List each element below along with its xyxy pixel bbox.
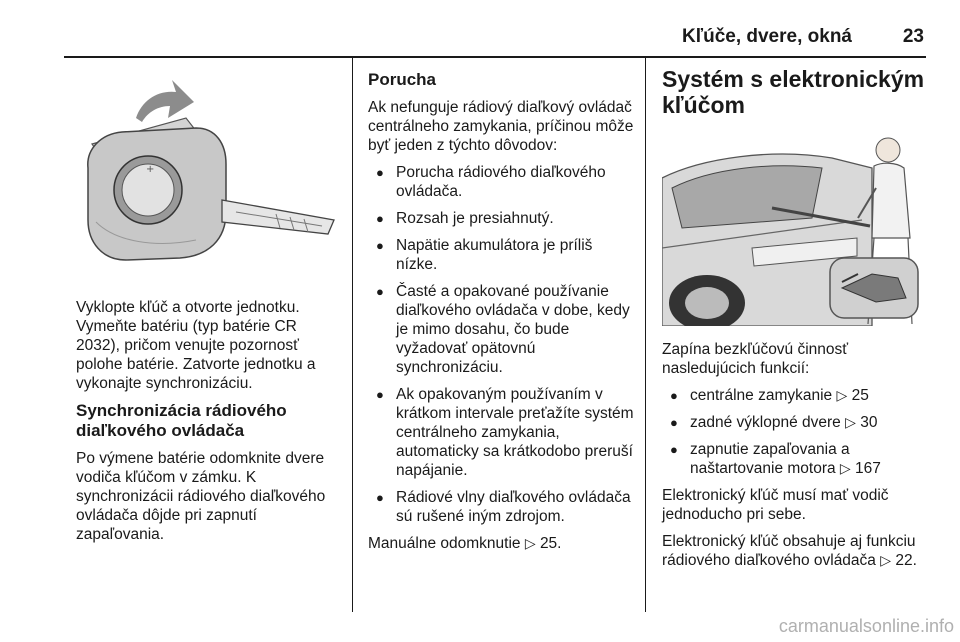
list-item: ● Rozsah je presiahnutý.	[368, 209, 634, 228]
sync-heading: Synchronizácia rádiového diaľkového ovládača	[76, 401, 287, 440]
page-reference-icon: ▷	[880, 552, 892, 568]
page-reference-icon: ▷	[524, 535, 536, 551]
sync-text: Po výmene batérie odomknite dvere vodiča kľúčom v zámku. K synchronizácii rádiového diaľkového ovládača dôjde pri zapnutí zapaľovania.	[76, 450, 326, 543]
page-number: 23	[902, 26, 924, 47]
manual-unlock-text: Manuálne odomknutie	[368, 535, 521, 552]
electronic-key-intro: Zapína bezkľúčovú činnosť nasledujúcich funkcií:	[662, 341, 849, 377]
malfunction-intro: Ak nefunguje rádiový diaľkový ovládač centrálneho zamykania, príčinou môže byť jeden z týchto dôvodov:	[368, 99, 634, 154]
keyless-functions-list	[662, 386, 932, 478]
list-item: ● Napätie akumulátora je príliš nízke.	[368, 236, 634, 274]
right-column	[662, 66, 932, 578]
malfunction-heading: Porucha	[368, 70, 437, 89]
list-item: ● Porucha rádiového diaľkového ovládača.	[368, 163, 634, 201]
page-link[interactable]: 167	[855, 460, 881, 477]
list-item: ● centrálne zamykanie ▷ 25	[662, 386, 932, 405]
list-item: ● Rádiové vlny diaľkového ovládača sú rušené iným zdrojom.	[368, 488, 634, 526]
manual-unlock-page-link[interactable]: 25.	[539, 535, 562, 552]
left-column	[76, 72, 342, 552]
page-link[interactable]: 30	[860, 414, 878, 431]
list-item: ● zapnutie zapaľovania a naštartovanie motora ▷ 167	[662, 440, 932, 478]
running-header-title: Kľúče, dvere, okná	[682, 26, 852, 47]
page-reference-icon: ▷	[836, 387, 848, 403]
watermark: carmanualsonline.info	[778, 616, 954, 636]
electronic-key-remote-text: Elektronický kľúč obsahuje aj funkciu rádiového diaľkového ovládača ▷ 22.	[662, 533, 917, 569]
middle-column	[368, 70, 634, 561]
page-reference-icon: ▷	[845, 414, 856, 430]
manual-unlock-line	[368, 534, 634, 553]
list-item: ● Ak opakovaným používaním v krátkom intervale preťažíte systém centrálneho zamykania, automaticky sa krátkodobo preruší napájanie.	[368, 385, 634, 480]
car-entry-illustration	[662, 128, 926, 326]
page-link[interactable]: 22.	[895, 552, 917, 569]
page-link[interactable]: 25	[851, 387, 869, 404]
list-item: ● zadné výklopné dvere ▷ 30	[662, 413, 932, 432]
column-divider-right	[645, 58, 646, 612]
electronic-key-heading: Systém s elektronickým kľúčom	[662, 66, 925, 118]
header-rule	[64, 56, 926, 58]
page-reference-icon: ▷	[839, 460, 851, 476]
battery-replacement-text: Vyklopte kľúč a otvorte jednotku. Vymeňte batériu (typ batérie CR 2032), pričom venujte pozornosť polohe batérie. Zatvorte jednotku a vykonajte synchronizáciu.	[76, 299, 316, 392]
column-divider-left	[352, 58, 353, 612]
key-battery-illustration	[76, 72, 338, 284]
malfunction-list	[368, 163, 634, 526]
electronic-key-carry-text: Elektronický kľúč musí mať vodič jednoducho pri sebe.	[662, 487, 889, 523]
svg-text:+: +	[146, 164, 155, 175]
list-item: ● Časté a opakované používanie diaľkového ovládača v dobe, kedy je mimo dosahu, čo bude vyžadovať opätovnú synchronizáciu.	[368, 282, 634, 377]
